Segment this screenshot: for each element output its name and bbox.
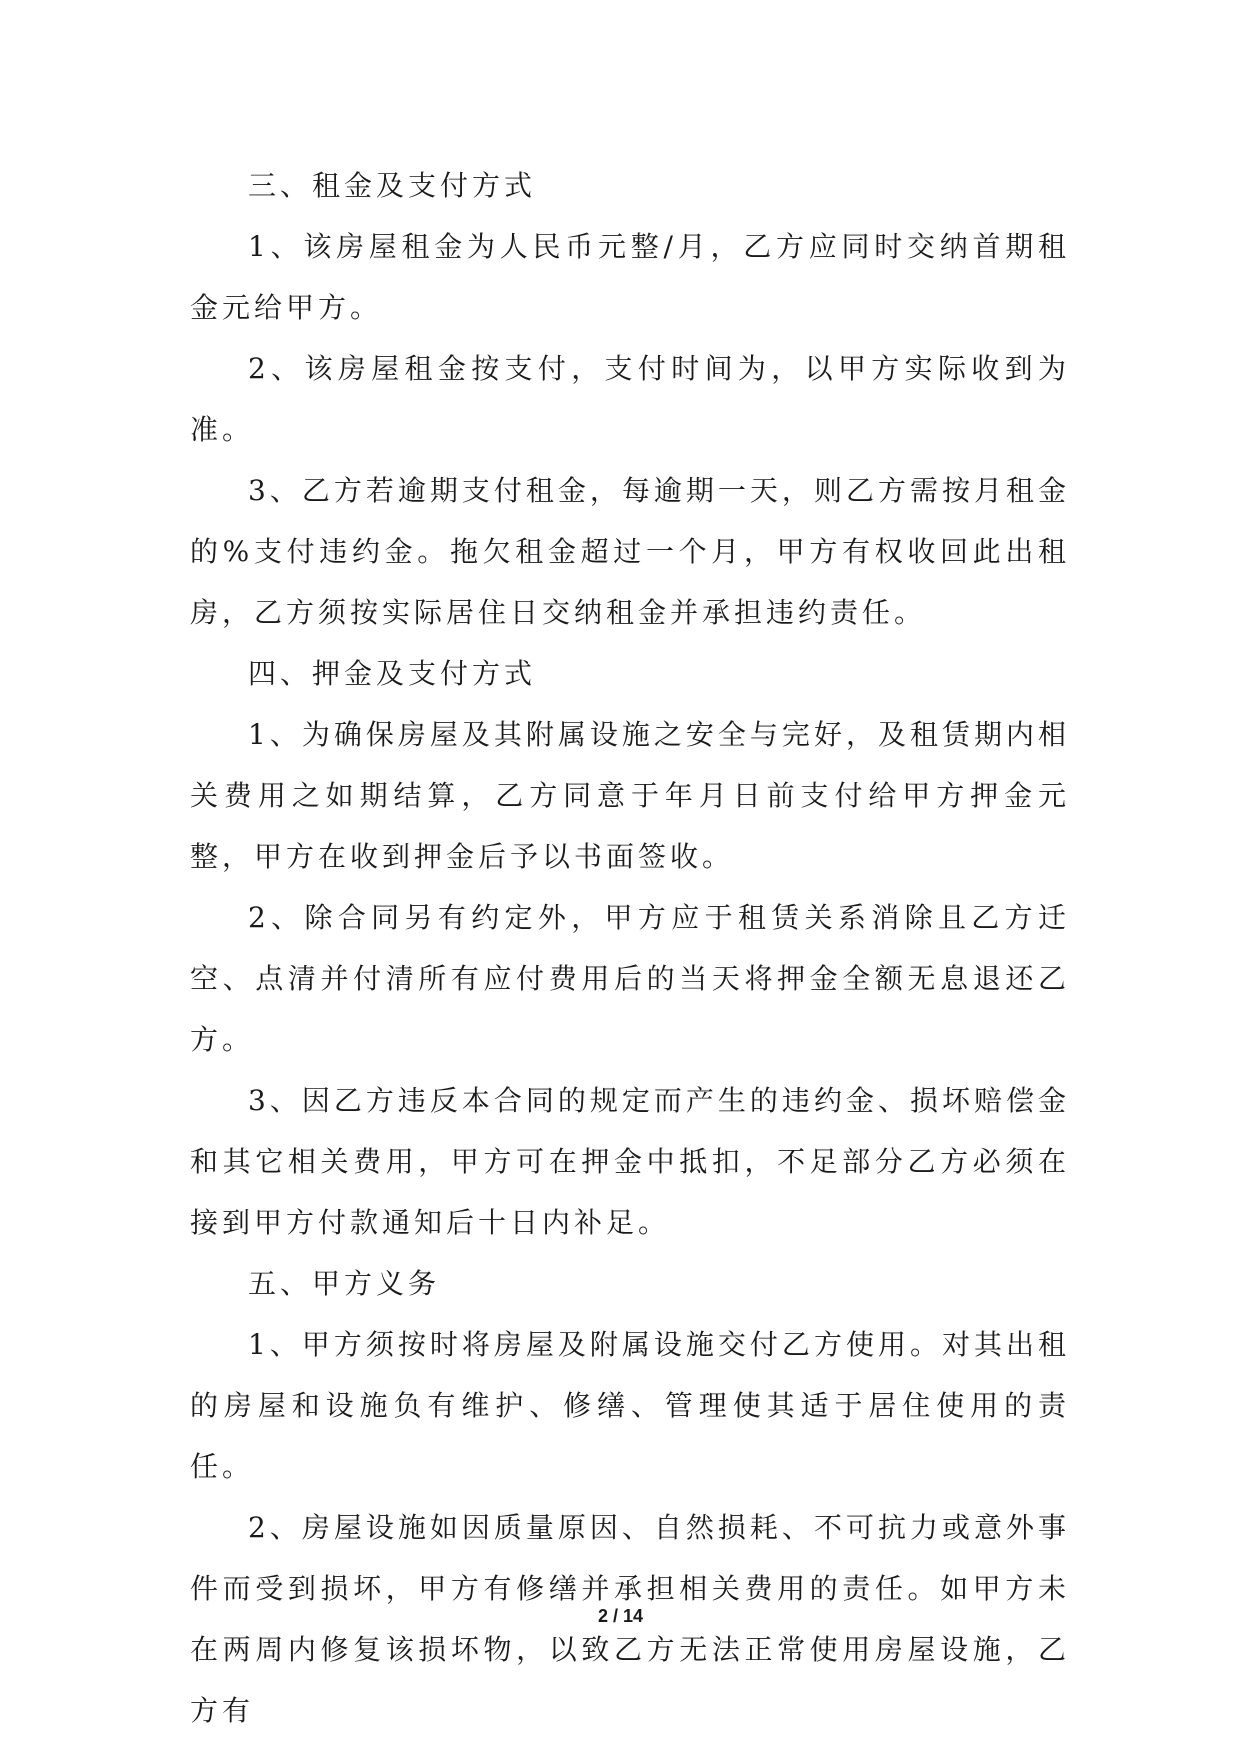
clause-paragraph: 2、房屋设施如因质量原因、自然损耗、不可抗力或意外事件而受到损坏，甲方有修缮并承担相关费用的责任。如甲方未在两周内修复该损坏物，以致乙方无法正常使用房屋设施，乙方有 (190, 1511, 1070, 1727)
section-heading-landlord-obligations: 五、甲方义务 (248, 1267, 441, 1300)
section-heading-rent: 三、租金及支付方式 (248, 169, 537, 202)
page-number: 2 / 14 (597, 1606, 644, 1626)
clause-paragraph: 1、甲方须按时将房屋及附属设施交付乙方使用。对其出租的房屋和设施负有维护、修缮、管理使其适于居住使用的责任。 (190, 1328, 1070, 1483)
clause-paragraph: 1、该房屋租金为人民币元整/月，乙方应同时交纳首期租金元给甲方。 (190, 230, 1070, 324)
clause-paragraph: 1、为确保房屋及其附属设施之安全与完好，及租赁期内相关费用之如期结算，乙方同意于年月日前支付给甲方押金元整，甲方在收到押金后予以书面签收。 (190, 718, 1070, 873)
document-body (190, 155, 1070, 1741)
clause-paragraph: 3、因乙方违反本合同的规定而产生的违约金、损坏赔偿金和其它相关费用，甲方可在押金中抵扣，不足部分乙方必须在接到甲方付款通知后十日内补足。 (190, 1084, 1070, 1239)
clause-paragraph: 2、该房屋租金按支付，支付时间为，以甲方实际收到为准。 (190, 352, 1070, 446)
section-heading-deposit: 四、押金及支付方式 (248, 657, 537, 690)
clause-paragraph: 2、除合同另有约定外，甲方应于租赁关系消除且乙方迁空、点清并付清所有应付费用后的当天将押金全额无息退还乙方。 (190, 901, 1070, 1056)
clause-paragraph: 3、乙方若逾期支付租金，每逾期一天，则乙方需按月租金的%支付违约金。拖欠租金超过一个月，甲方有权收回此出租房，乙方须按实际居住日交纳租金并承担违约责任。 (190, 474, 1070, 629)
